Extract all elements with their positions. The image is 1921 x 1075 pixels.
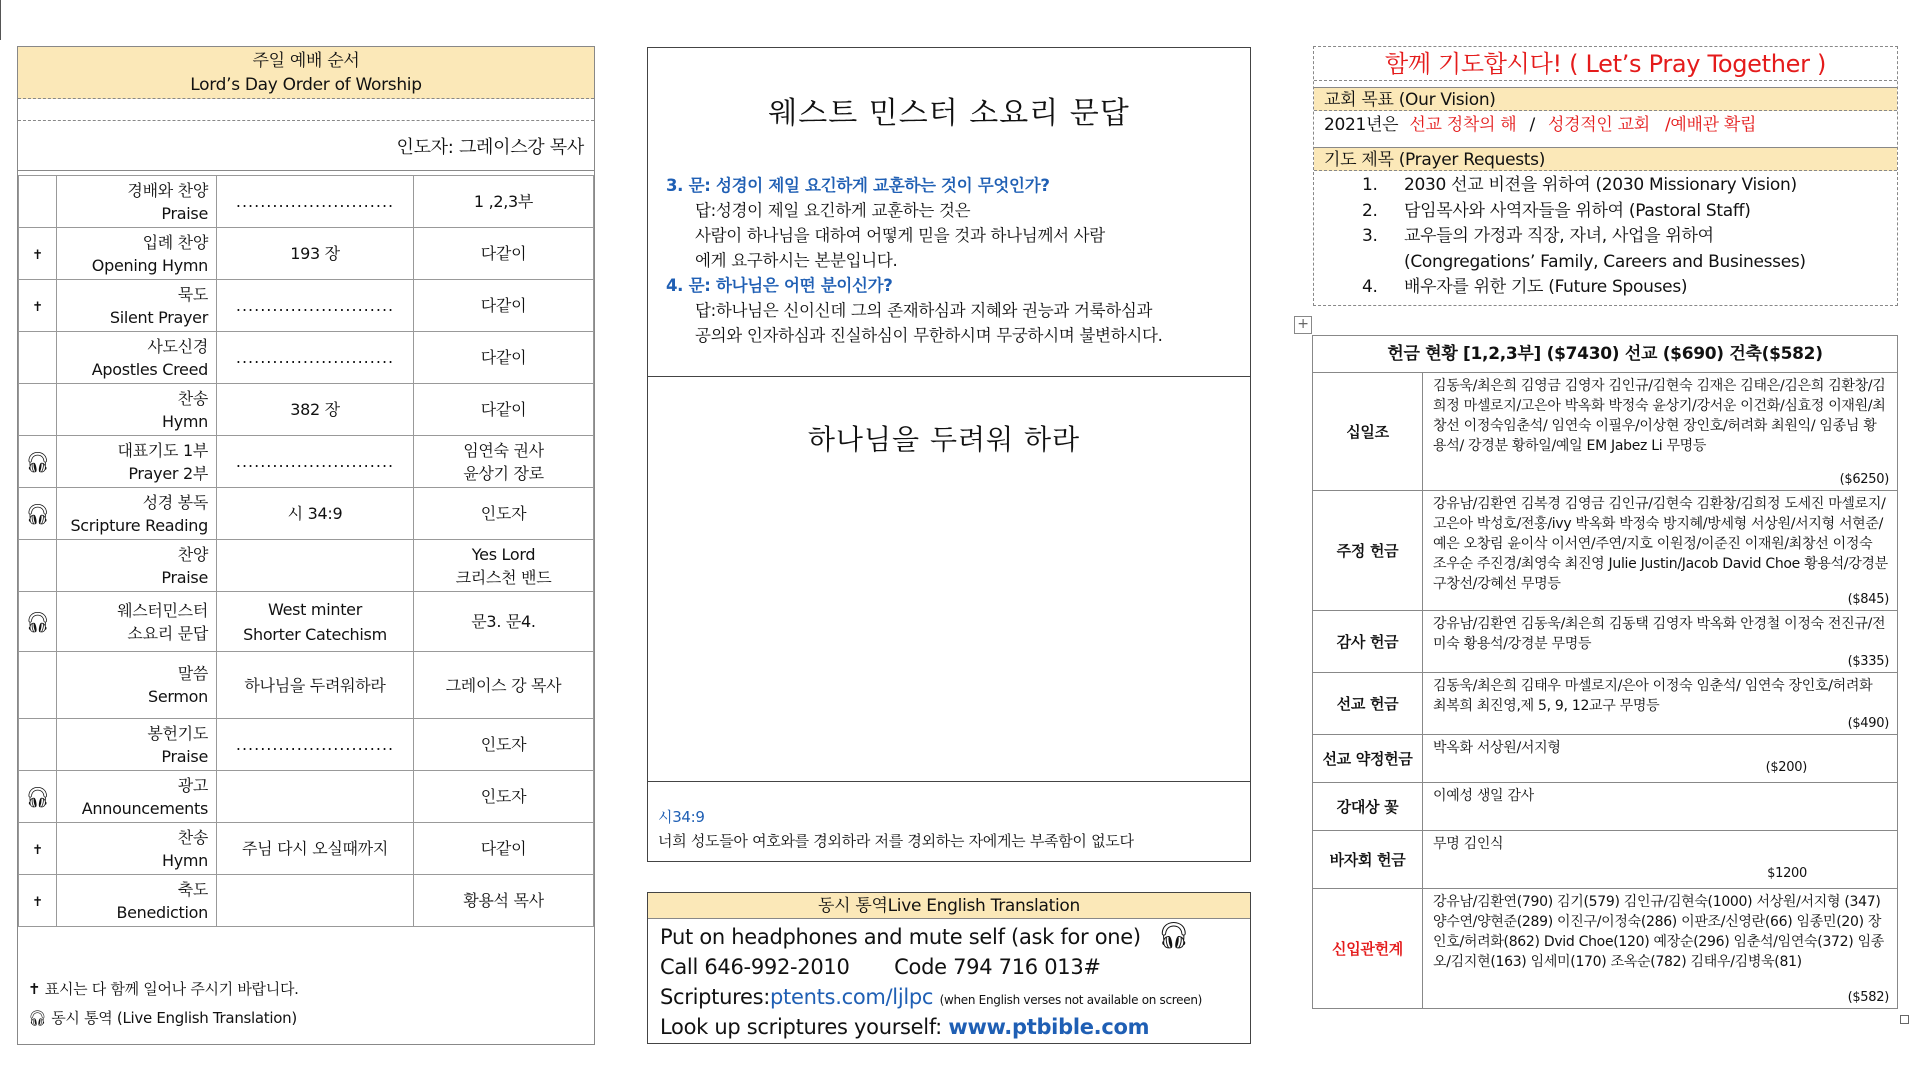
- order-item-detail: 382 장: [217, 384, 414, 436]
- order-item-name-ko: 말씀: [177, 664, 208, 683]
- order-item-detail: ..........................: [217, 332, 414, 384]
- order-item-name: [57, 332, 217, 384]
- order-item-name-en: Scripture Reading: [70, 515, 208, 535]
- order-item-leader: [414, 488, 594, 540]
- order-item-detail: [217, 771, 414, 823]
- offering-row: [1313, 783, 1898, 831]
- order-item-leader: [414, 384, 594, 436]
- order-table: [18, 175, 594, 927]
- order-item-name-ko: 찬송: [177, 388, 208, 408]
- live-line-4: [660, 1012, 1149, 1042]
- order-item-name-en: Praise: [161, 203, 208, 223]
- order-row: [19, 540, 594, 592]
- divider: [648, 376, 1250, 377]
- offering-amount: ($582): [1847, 990, 1889, 1005]
- order-item-name-en: 소요리 문답: [127, 623, 208, 643]
- order-item-name-en: Prayer 2부: [128, 463, 208, 483]
- vision-item-2: 성경적인 교회: [1548, 115, 1650, 135]
- offering-amount: $1200: [1767, 866, 1807, 881]
- vision-item-3: /예배관 확립: [1664, 115, 1757, 135]
- order-item-name-ko: 찬송: [177, 827, 208, 847]
- order-item-name: [57, 540, 217, 592]
- order-item-name-en: Praise: [161, 567, 208, 587]
- order-item-name-ko: 묵도: [177, 284, 208, 304]
- order-item-detail: [217, 875, 414, 927]
- stand-icon: ✝︎: [32, 248, 43, 263]
- offering-content: [1423, 889, 1898, 1009]
- catechism-panel: [647, 47, 1251, 862]
- order-item-leader: [414, 823, 594, 875]
- prayer-title: 함께 기도합시다! ( Let’s Pray Together ): [1314, 47, 1897, 81]
- order-item-leader-1: 황용석 목사: [463, 891, 544, 910]
- order-row: [19, 719, 594, 771]
- order-mark: [19, 332, 57, 384]
- order-row: [19, 280, 594, 332]
- order-item-name-ko: 대표기도 1부: [117, 440, 208, 460]
- live-line-3: [660, 982, 1202, 1015]
- scriptures-note: (when English verses not available on screen): [939, 993, 1203, 1007]
- offering-content: [1423, 735, 1898, 783]
- order-item-name-ko: 입례 찬양: [142, 232, 208, 252]
- order-item-detail: 주님 다시 오실때까지: [217, 823, 414, 875]
- headphones-icon: 🎧︎: [24, 609, 51, 634]
- order-item-name: [57, 592, 217, 652]
- offering-label: 선교 약정헌금: [1313, 735, 1423, 783]
- vision-year: 2021년은: [1324, 115, 1399, 135]
- headphones-icon: 🎧︎: [28, 1009, 47, 1027]
- prayer-request-item: [1362, 275, 1806, 301]
- offering-donors: 박옥화 서상원/서지형: [1433, 740, 1561, 756]
- answer-3-line1: 답:성경이 제일 요긴하게 교훈하는 것은: [695, 201, 971, 220]
- order-mark: [19, 771, 57, 823]
- request-text: 2030 선교 비젼을 위하여 (2030 Missionary Vision): [1404, 175, 1797, 195]
- request-text: 배우자를 위한 기도 (Future Spouses): [1404, 277, 1688, 297]
- offering-label: 신입관헌계: [1313, 889, 1423, 1009]
- request-number: 3.: [1362, 226, 1378, 246]
- order-item-leader: [414, 875, 594, 927]
- offering-amount: ($335): [1847, 654, 1889, 669]
- headphones-icon: 🎧︎: [24, 784, 51, 809]
- order-item-leader-1: 인도자: [480, 787, 527, 806]
- prayer-request-item: [1362, 250, 1806, 276]
- offering-amount: ($6250): [1839, 472, 1889, 487]
- order-item-name: [57, 488, 217, 540]
- order-item-detail: ..........................: [217, 436, 414, 488]
- stand-icon: ✝︎: [32, 895, 43, 910]
- vision-separator: /: [1529, 115, 1535, 135]
- order-mark: [19, 280, 57, 332]
- divider: [648, 781, 1250, 782]
- order-item-name-en: Announcements: [81, 798, 208, 818]
- order-item-leader-1: 인도자: [480, 735, 527, 754]
- prayer-request-item: [1362, 199, 1806, 225]
- order-item-name-en: Benediction: [116, 902, 208, 922]
- order-item-name-en: Praise: [161, 746, 208, 766]
- scripture-verse: [658, 805, 1134, 853]
- leader-line: 인도자: 그레이스강 목사: [18, 121, 594, 171]
- sermon-title: 하나님을 두려워 하라: [807, 423, 1081, 456]
- requests-heading: 기도 제목 (Prayer Requests): [1314, 147, 1897, 171]
- offering-content: [1423, 831, 1898, 889]
- order-item-name-ko: 웨스터민스터: [117, 600, 208, 620]
- offering-donors: 김동욱/최은희 김영금 김영자 김인규/김현숙 김재은 김태은/김은희 김환창/김희정 마셀로지/고은아 박옥화 박정숙 윤상기/강서운 이건화/심효정 이재원/최창선 이정숙임춘석/ 임연숙 이필우/이상현 장인호/허려화 최원익/ 임종님 황용석/ 강경분 황하일/예일 EM Jabez Li 무명등: [1433, 378, 1886, 454]
- order-item-detail: ..........................: [217, 176, 414, 228]
- order-item-detail: ..........................: [217, 280, 414, 332]
- order-mark: [19, 384, 57, 436]
- ptents-link[interactable]: ptents.com/ljlpc: [770, 985, 934, 1009]
- offering-amount: ($845): [1847, 592, 1889, 607]
- order-item-name: [57, 280, 217, 332]
- stand-icon: ✝︎: [32, 843, 43, 858]
- order-item-leader-1: 다같이: [480, 244, 527, 263]
- vision-line: [1324, 113, 1756, 137]
- headphones-icon: 🎧︎: [1157, 921, 1190, 951]
- offering-label: 선교 헌금: [1313, 673, 1423, 735]
- order-row: [19, 332, 594, 384]
- order-item-leader: [414, 592, 594, 652]
- order-item-leader-1: 다같이: [480, 296, 527, 315]
- order-item-detail: [217, 540, 414, 592]
- answer-4-line2: 공의와 인자하심과 진실하심이 무한하시며 무궁하시며 불변하시다.: [695, 326, 1163, 345]
- order-of-worship-panel: [17, 46, 595, 1045]
- prayer-panel: [1313, 46, 1898, 306]
- order-item-name-ko: 성경 봉독: [142, 492, 208, 512]
- table-move-handle-icon[interactable]: +: [1294, 316, 1312, 334]
- order-item-name-en: Sermon: [147, 687, 208, 706]
- order-item-leader-1: 문3. 문4.: [471, 612, 536, 631]
- request-number: 2.: [1362, 200, 1378, 221]
- translation-note: [28, 1004, 594, 1033]
- order-item-name-en: Hymn: [161, 411, 208, 431]
- request-number: 1.: [1362, 175, 1378, 195]
- order-item-detail: West minter Shorter Catechism: [217, 592, 414, 652]
- catechism-title: 웨스트 민스터 소요리 문답: [768, 96, 1130, 131]
- order-row: [19, 228, 594, 280]
- order-mark: [19, 875, 57, 927]
- question-4: 4. 문: 하나님은 어떤 분이신가?: [666, 276, 893, 295]
- offering-row: [1313, 673, 1898, 735]
- offering-content: [1423, 491, 1898, 611]
- vision-item-1: 선교 정착의 해: [1409, 115, 1517, 135]
- order-row: [19, 823, 594, 875]
- scriptures-label: Scriptures:: [660, 985, 771, 1009]
- order-row: [19, 384, 594, 436]
- order-item-name: [57, 875, 217, 927]
- order-mark: [19, 488, 57, 540]
- order-row: [19, 875, 594, 927]
- order-item-name-ko: 사도신경: [147, 336, 208, 356]
- order-spacer: [18, 99, 594, 121]
- order-mark: [19, 176, 57, 228]
- order-item-leader-1: 인도자: [480, 504, 527, 523]
- order-item-name: [57, 823, 217, 875]
- verse-reference: 시34:9: [658, 808, 705, 826]
- order-row: [19, 771, 594, 823]
- order-item-leader-2: 윤상기 장로: [463, 463, 544, 483]
- order-item-name-ko: 찬양: [177, 544, 208, 564]
- order-row: [19, 488, 594, 540]
- headphones-icon: 🎧︎: [24, 449, 51, 474]
- order-item-leader: [414, 719, 594, 771]
- order-item-leader: [414, 176, 594, 228]
- order-item-leader: [414, 436, 594, 488]
- order-mark: [19, 436, 57, 488]
- live-line-2: Call 646-992-2010 Code 794 716 013#: [660, 955, 1101, 979]
- order-title: [18, 47, 594, 99]
- lookup-label: Look up scriptures yourself:: [660, 1015, 942, 1039]
- order-item-leader-1: Yes Lord: [471, 544, 536, 564]
- answer-3-line3: 에게 요구하시는 본분입니다.: [695, 251, 898, 270]
- order-item-leader: [414, 652, 594, 719]
- prayer-request-list: [1362, 173, 1806, 301]
- order-item-detail: 193 장: [217, 228, 414, 280]
- offering-row: [1313, 373, 1898, 491]
- verse-text: 너희 성도들아 여호와를 경외하라 저를 경외하는 자에게는 부족함이 없도다: [658, 832, 1134, 850]
- order-item-leader: [414, 540, 594, 592]
- offering-row: [1313, 491, 1898, 611]
- question-3: 3. 문: 성경이 제일 요긴하게 교훈하는 것이 무엇인가?: [666, 176, 1050, 195]
- order-item-name-ko: 광고: [177, 775, 208, 795]
- order-item-name-ko: 축도: [177, 879, 208, 899]
- order-title-en: Lord’s Day Order of Worship: [190, 75, 422, 95]
- live-line-1-text: Put on headphones and mute self (ask for one): [660, 925, 1141, 949]
- order-row: [19, 652, 594, 719]
- order-item-name-ko: 경배와 찬양: [127, 180, 208, 200]
- order-footnotes: [18, 975, 594, 1033]
- prayer-request-item: [1362, 173, 1806, 199]
- live-line-1: [660, 921, 1190, 952]
- order-item-detail: 시 34:9: [217, 488, 414, 540]
- order-item-name-ko: 봉헌기도: [147, 723, 208, 743]
- order-item-name: [57, 436, 217, 488]
- order-item-name-en: Apostles Creed: [91, 359, 208, 379]
- translation-note-text: 동시 통역 (Live English Translation): [51, 1009, 297, 1027]
- order-item-name: [57, 719, 217, 771]
- order-item-name-en: Hymn: [161, 850, 208, 870]
- order-mark: [19, 228, 57, 280]
- offering-header: 헌금 현황 [1,2,3부] ($7430) 선교 ($690) 건축($582): [1313, 336, 1898, 373]
- offering-label: 강대상 꽃: [1313, 783, 1423, 831]
- stand-note: [28, 975, 594, 1004]
- order-mark: [19, 652, 57, 719]
- live-translation-panel: [647, 892, 1251, 1044]
- offering-row: [1313, 611, 1898, 673]
- order-item-name: [57, 384, 217, 436]
- offering-content: [1423, 783, 1898, 831]
- offering-donors: 강유남/김환연 김동욱/최은희 김동택 김영자 박옥화 안경철 이정숙 전진규/전미숙 황용석/강경분 무명등: [1433, 616, 1886, 652]
- stand-icon: ✝︎: [28, 980, 41, 998]
- order-item-leader: [414, 280, 594, 332]
- prayer-request-item: [1362, 224, 1806, 250]
- headphones-icon: 🎧︎: [24, 501, 51, 526]
- order-row: [19, 176, 594, 228]
- order-item-leader-1: 임연숙 권사: [463, 440, 544, 460]
- offering-label: 바자회 헌금: [1313, 831, 1423, 889]
- request-text: (Congregations’ Family, Careers and Businesses): [1404, 251, 1806, 272]
- answer-4-line1: 답:하나님은 신이신데 그의 존재하심과 지혜와 권능과 거룩하심과: [695, 301, 1153, 320]
- offering-row: [1313, 735, 1898, 783]
- offering-table: [1312, 335, 1898, 1009]
- offering-donors: 강유남/김환연 김복경 김영금 김인규/김현숙 김환창/김희정 도세진 마셀로지/고은아 박성호/전홍/ivy 박옥화 박정숙 방지혜/방세형 서상원/서지형 서현준/예은 오창림 윤이삭 이서연/주연/지호 이원정/이준진 이재원/최창선 이정숙 조우순 주진경/최영숙 최진영 Julie Justin/Jacob David Choe 황용석/강경분 구창선/강혜선 무명등: [1433, 496, 1888, 592]
- edge-mark: [0, 0, 2, 40]
- order-item-detail: 하나님을 두려워하라: [217, 652, 414, 719]
- vision-heading: 교회 목표 (Our Vision): [1314, 87, 1897, 111]
- catechism-text: [666, 173, 1236, 348]
- stand-note-text: 표시는 다 함께 일어나 주시기 바랍니다.: [44, 980, 299, 998]
- offering-donors: 강유남/김환연(790) 김기(579) 김인규/김현숙(1000) 서상원/서지형 (347) 양수연/양현준(289) 이진구/이정숙(286) 이판조/신영란(66) 임종민(20) 장인호/허려화(862) Dvid Choe(120) 예장순(296) 임춘석/임연숙(372) 임종오/김지현(163) 임세미(170) 조옥순(782) 김태우/김병욱(81): [1433, 894, 1885, 970]
- request-number: 4.: [1362, 277, 1378, 297]
- order-item-name: [57, 228, 217, 280]
- order-item-name-en: Silent Prayer: [109, 307, 208, 327]
- order-item-leader: [414, 332, 594, 384]
- ptbible-link[interactable]: www.ptbible.com: [948, 1015, 1150, 1039]
- order-item-name: [57, 176, 217, 228]
- offering-donors: 무명 김인식: [1433, 836, 1504, 852]
- order-row: [19, 592, 594, 652]
- order-mark: [19, 592, 57, 652]
- order-item-leader-1: 다같이: [480, 400, 527, 419]
- request-text: 교우들의 가정과 직장, 자녀, 사업을 위하여: [1404, 226, 1714, 246]
- order-item-leader-2: 크리스천 밴드: [455, 567, 552, 587]
- offering-label: 감사 헌금: [1313, 611, 1423, 673]
- order-item-name: [57, 652, 217, 719]
- live-translation-title: 동시 통역Live English Translation: [648, 893, 1250, 919]
- offering-content: [1423, 611, 1898, 673]
- offering-content: [1423, 673, 1898, 735]
- offering-content: [1423, 373, 1898, 491]
- order-item-leader-1: 다같이: [480, 348, 527, 367]
- answer-3-line2: 사람이 하나님을 대하여 어떻게 믿을 것과 하나님께서 사람: [695, 226, 1105, 245]
- order-item-name: [57, 771, 217, 823]
- order-mark: [19, 719, 57, 771]
- offering-donors: 김동욱/최은희 김태우 마셀로지/은아 이정숙 임춘석/ 임연숙 장인호/허려화 최복희 최진영,제 5, 9, 12교구 무명등: [1433, 678, 1873, 714]
- offering-amount: ($200): [1765, 760, 1807, 775]
- order-title-ko: 주일 예배 순서: [252, 51, 360, 71]
- offering-label: 주정 헌금: [1313, 491, 1423, 611]
- order-row: [19, 436, 594, 488]
- offering-row: [1313, 831, 1898, 889]
- order-item-leader: [414, 771, 594, 823]
- order-item-leader-1: 다같이: [480, 839, 527, 858]
- order-item-leader: [414, 228, 594, 280]
- table-resize-handle[interactable]: [1900, 1015, 1909, 1024]
- offering-label: 십일조: [1313, 373, 1423, 491]
- offering-amount: ($490): [1847, 716, 1889, 731]
- offering-row: [1313, 889, 1898, 1009]
- order-item-leader-1: 그레이스 강 목사: [445, 675, 562, 695]
- request-text: 담임목사와 사역자들을 위하여 (Pastoral Staff): [1404, 200, 1751, 221]
- stand-icon: ✝︎: [32, 300, 43, 315]
- order-item-name-en: Opening Hymn: [91, 255, 208, 275]
- order-item-leader-1: 1 ,2,3부: [473, 192, 534, 211]
- order-mark: [19, 823, 57, 875]
- order-mark: [19, 540, 57, 592]
- order-item-detail: ..........................: [217, 719, 414, 771]
- offering-donors: 이예성 생일 감사: [1433, 788, 1534, 804]
